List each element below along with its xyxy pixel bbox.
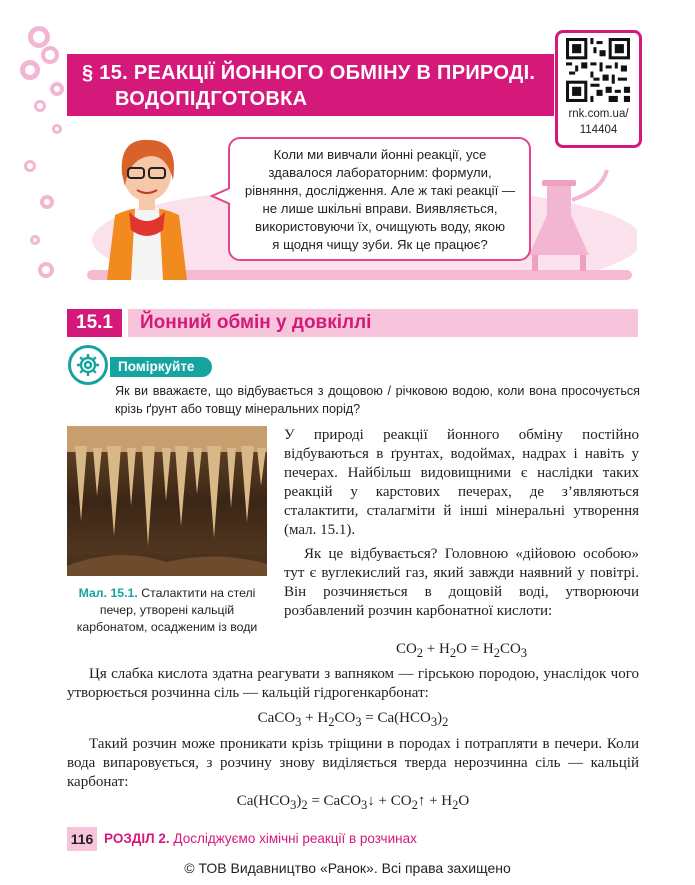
speech-line: не лише шкільні вправи. Виявляється, <box>262 201 498 216</box>
speech-bubble-tail <box>210 186 232 206</box>
decor-circle <box>40 195 54 209</box>
copyright-notice: © ТОВ Видавництво «Ранок». Всі права захищено <box>184 860 511 876</box>
page-title <box>82 60 552 112</box>
caption-number: Мал. 15.1. <box>78 586 138 600</box>
decor-circle <box>20 60 40 80</box>
speech-line: Коли ми вивчали йонні реакції, усе <box>273 147 487 162</box>
chapter-label: РОЗДІЛ 2. <box>104 831 170 846</box>
think-question: Як ви вважаєте, що відбувається з дощовою / річковою водою, коли вона просочується крізь ґрунт або товщу мінеральних порід? <box>115 384 640 416</box>
decor-circle <box>52 124 62 134</box>
caption-text: Сталактити на стелі печер, утворені кальцій карбонатом, осадженим із води <box>76 586 258 634</box>
speech-line: я щодня чищу зуби. Як це працює? <box>272 237 488 252</box>
decor-circle <box>41 46 59 64</box>
qr-link-line-1[interactable]: rnk.com.ua/ <box>568 108 629 120</box>
title-line-1: § 15. РЕАКЦІЇ ЙОННОГО ОБМІНУ В ПРИРОДІ. <box>82 62 536 84</box>
gear-icon <box>68 345 108 385</box>
stalactites-photo <box>67 426 267 576</box>
decor-circle <box>38 262 54 278</box>
speech-line: рівняння, дослідження. Але ж такі реакції — <box>244 183 516 198</box>
decor-circle <box>24 160 36 172</box>
paragraph: Такий розчин може проникати крізь тріщини в породах і потрапляти в печери. Коли вода випаровується, з розчину знову виділяється тверда нерозчинна сіль — кальцій карбонат: <box>67 736 639 790</box>
decor-circle <box>28 26 50 48</box>
decor-circle <box>34 100 46 112</box>
speech-line: використовуючи їх, очищують воду, якою <box>254 219 506 234</box>
paragraph: У природі реакції йонного обміну постійно відбуваються в ґрунтах, водоймах, надрах і навіть у печерах. Найбільш видовищними є наслідки таких реакцій у карстових печерах, де з’являються сталактити, сталагміти й інші мінеральні утворення (мал. 15.1). <box>284 427 639 538</box>
equation: $CO_2 + H_2O = H_2CO_3$ <box>395 641 528 660</box>
equation: CaCO$_3$ + $H_2CO_3 = Ca(HCO_3)_2$ <box>257 710 449 729</box>
page-number: 116 <box>67 827 97 851</box>
chapter-title: Досліджуємо хімічні реакції в розчинах <box>173 831 417 846</box>
section-title: Йонний обмін у довкіллі <box>140 312 372 333</box>
chapter-running-head <box>104 827 417 851</box>
qr-link-line-2[interactable]: 114404 <box>579 124 618 136</box>
title-line-2: ВОДОПІДГОТОВКА <box>115 88 308 110</box>
speech-text <box>240 146 520 254</box>
paragraph: Як це відбувається? Головною «дійовою особою» тут є вуглекислий газ, який завжди наявний у повітрі. Він розчиняється в дощовій воді, утворюючи розбавлений розчин карбонатної кислоти: <box>284 546 639 619</box>
speech-line: здавалося лабораторним: формули, <box>268 165 492 180</box>
figure-caption <box>72 585 262 636</box>
decor-circle <box>30 235 40 245</box>
decor-circle <box>50 82 64 96</box>
think-label: Поміркуйте <box>118 359 195 374</box>
section-number: 15.1 <box>67 309 122 337</box>
paragraph: Ця слабка кислота здатна реагувати з вапняком — гірською породою, унаслідок чого утворюється розчинна сіль — кальцій гідрогенкарбонат: <box>67 666 639 701</box>
equation: $Ca(HCO_3)_2$ = CaCO$_3$↓ + $CO_2↑ + H_2O$ <box>236 793 470 812</box>
qr-code-icon[interactable] <box>566 38 630 102</box>
